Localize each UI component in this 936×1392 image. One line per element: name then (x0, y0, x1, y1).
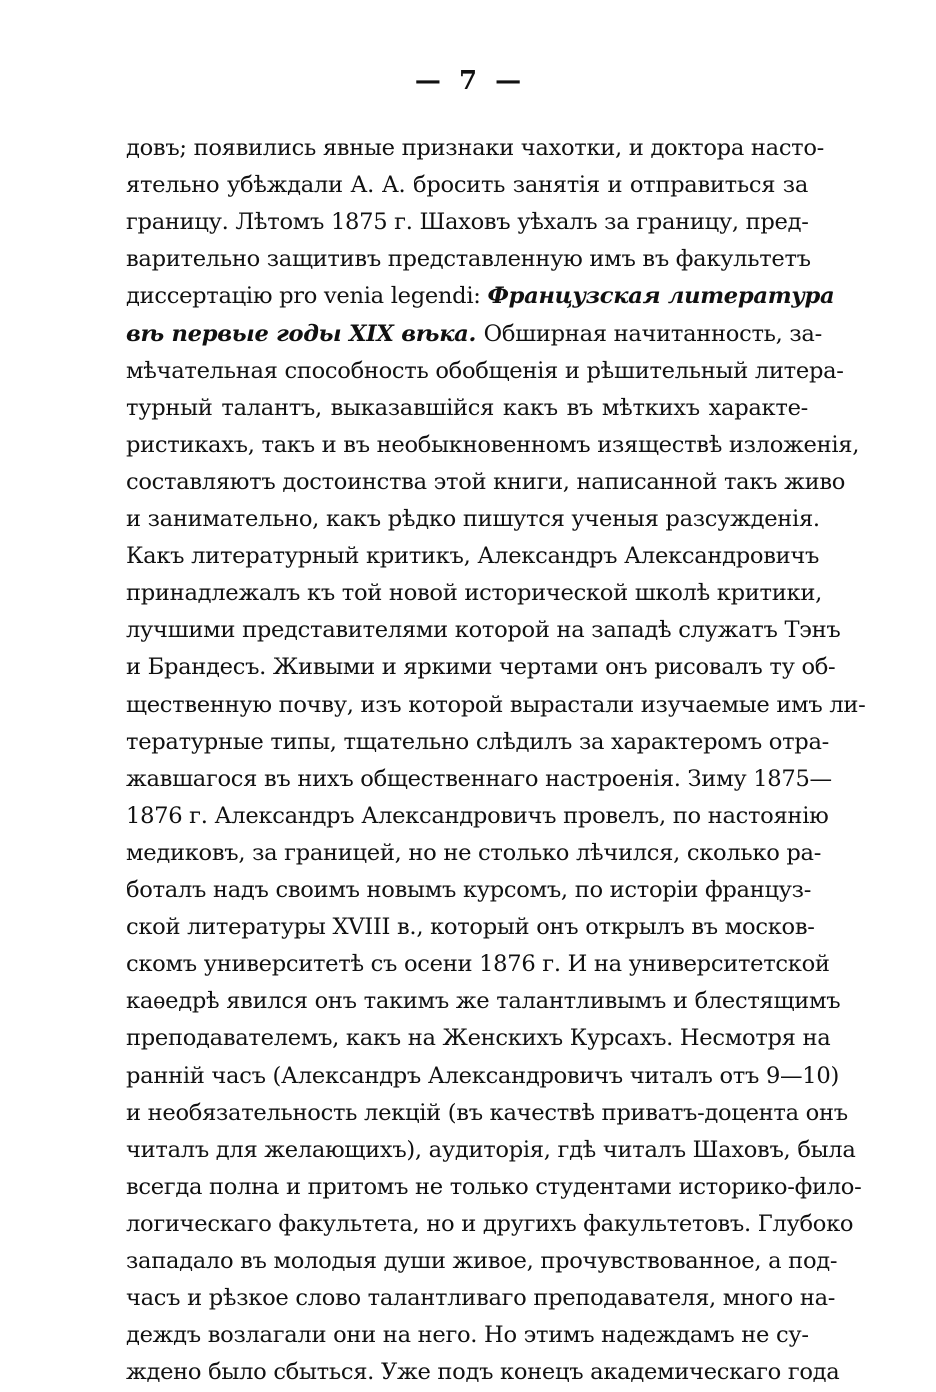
text-line-plain: Обширная начитанность, за- (483, 320, 822, 347)
text-line: всегда полна и притомъ не только студентами историко-фило- (126, 1173, 862, 1200)
text-line: ждено было сбыться. Уже подъ конецъ академическаго года (126, 1359, 840, 1386)
text-line: ранній часъ (Александръ Александровичъ читалъ отъ 9—10) (126, 1062, 839, 1089)
text-line: логическаго факультета, но и другихъ факультетовъ. Глубоко (126, 1210, 854, 1237)
text-line: тературные типы, тщательно слѣдилъ за характеромъ отра- (126, 728, 829, 755)
text-line: турный талантъ, выказавшійся какъ въ мѣткихъ характе- (126, 394, 808, 421)
text-line: жавшагося въ нихъ общественнаго настроенія. Зиму 1875— (126, 765, 832, 792)
text-line: деждъ возлагали они на него. Но этимъ надеждамъ не су- (126, 1322, 809, 1349)
text-line: мѣчательная способность обобщенія и рѣшительный литера- (126, 357, 844, 384)
text-line: медиковъ, за границей, но не столько лѣчился, сколько ра- (126, 839, 822, 866)
text-line: составляютъ достоинства этой книги, написанной такъ живо (126, 468, 846, 495)
text-line: преподавателемъ, какъ на Женскихъ Курсахъ. Несмотря на (126, 1025, 831, 1052)
text-line: западало въ молодыя души живое, прочувствованное, а под- (126, 1248, 838, 1274)
text-line: боталъ надъ своимъ новымъ курсомъ, по исторіи француз- (126, 877, 812, 903)
text-line: варительно защитивъ представленную имъ въ факультетъ (126, 246, 811, 273)
text-line-plain: диссертацію pro venia legendi: (126, 283, 488, 310)
italic-title: Французская литература (487, 283, 835, 310)
italic-title: вѣ первые годы XIX вѣка. (126, 320, 484, 347)
text-line (126, 276, 835, 316)
text-line: лучшими представителями которой на западѣ служатъ Тэнъ (126, 617, 841, 644)
text-line (126, 314, 822, 354)
text-line: часъ и рѣзкое слово талантливаго преподавателя, много на- (126, 1285, 836, 1312)
text-line: ристикахъ, такъ и въ необыкновенномъ изяществѣ изложенія, (126, 431, 860, 458)
text-line: щественную почву, изъ которой вырастали изучаемые имъ ли- (126, 691, 866, 718)
text-line: ской литературы XVIII в., который онъ открылъ въ москов- (126, 914, 815, 941)
text-line: и занимательно, какъ рѣдко пишутся ученыя разсужденія. (126, 506, 820, 532)
text-line: скомъ университетѣ съ осени 1876 г. И на университетской (126, 951, 830, 978)
text-line: каѳедрѣ явился онъ такимъ же талантливымъ и блестящимъ (126, 988, 841, 1015)
text-line: Какъ литературный критикъ, Александръ Александровичъ (126, 543, 820, 570)
text-line: читалъ для желающихъ), аудиторія, гдѣ читалъ Шаховъ, была (126, 1136, 856, 1163)
text-line: и Брандесъ. Живыми и яркими чертами онъ рисовалъ ту об- (126, 654, 836, 681)
text-line: принадлежалъ къ той новой исторической школѣ критики, (126, 580, 822, 607)
text-line: и необязательность лекцій (въ качествѣ приватъ-доцента онъ (126, 1099, 848, 1126)
text-line: 1876 г. Александръ Александровичъ провелъ, по настоянію (126, 802, 829, 829)
text-line: довъ; появились явные признаки чахотки, и доктора насто- (126, 135, 825, 161)
text-line: границу. Лѣтомъ 1875 г. Шаховъ уѣхалъ за границу, пред- (126, 209, 809, 236)
page-number: — 7 — (414, 66, 522, 96)
text-line: ятельно убѣждали А. А. бросить занятія и отправиться за (126, 172, 808, 199)
